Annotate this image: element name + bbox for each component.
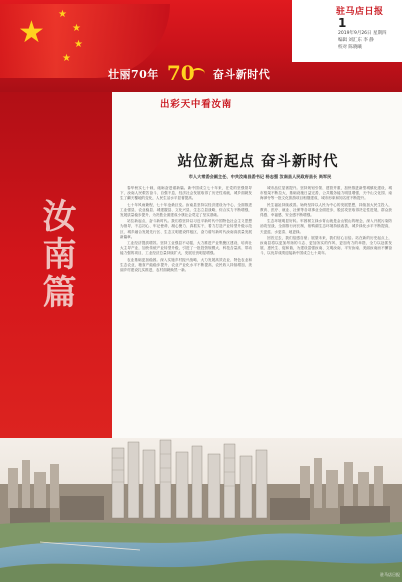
slogan-right: 奋斗新时代 (212, 68, 271, 81)
body-column-left (120, 186, 252, 438)
small-star-icon: ★ (74, 39, 83, 50)
slogan-bar (108, 61, 378, 85)
city-skyline-illustration (0, 438, 402, 582)
small-star-icon: ★ (58, 9, 67, 20)
body-paragraph: 七十年风雨兼程，七十年沧桑巨变。汝南县坚持以经济建设为中心，全面推进工业强县、农业稳县、城建靓县、文化兴县、生态立县战略，综合实力不断增强，发展质量稳步提升，为决胜全面建成小康社会奠定了坚实基础。 (120, 202, 252, 218)
body-column-right (260, 186, 392, 438)
masthead-panel (292, 0, 402, 62)
article-byline: 市人大常委会副主任、中共汝南县委书记 杨志强 汝南县人民政府县长 尚军民 (188, 174, 332, 179)
emblem-number: 70 (166, 61, 195, 85)
small-star-icon: ★ (62, 53, 71, 64)
masthead-logo: 驻马店日报 (336, 7, 384, 17)
article-headline: 站位新起点 奋斗新时代 (177, 153, 339, 170)
article-body (120, 186, 392, 438)
body-paragraph: 民生福祉持续改善。始终坚持以人民为中心的发展思想，持续加大民生投入，教育、医疗、就业、社保等各项事业全面进步，脱贫攻坚取得决定性进展，群众获得感、幸福感、安全感不断增强。 (260, 202, 392, 218)
page-number: 1 (338, 16, 347, 30)
city-aerial-photo (0, 438, 402, 582)
vertical-section-title: 汝南篇 (36, 198, 76, 312)
column-title: 出彩天中看汝南 (160, 99, 233, 110)
body-paragraph: 站位新起点，奋斗新时代。我们将坚持以习近平新时代中国特色社会主义思想为指导，不忘初心、牢记使命，凝心聚力、真抓实干，着力打造产业转型升级示范区、城乡融合发展先行区、生态文明建设样板区，奋力谱写新时代汝南高质量发展新篇章。 (120, 219, 252, 239)
large-star-icon: ★ (18, 15, 45, 50)
issue-date: 2019年9月26日 星期四 (338, 31, 387, 36)
body-paragraph: 春华秋实七十载，砥砺奋进谱新篇。新中国成立七十年来，在党的坚强领导下，汝南人民艰苦奋斗、自强不息，经济社会发展取得了历史性成就，城乡面貌发生了翻天覆地的变化，人民生活水平显著提高。 (120, 186, 252, 201)
body-paragraph: 回首过去，我们倍感自豪；展望未来，我们信心百倍。站在新的历史起点上，汝南县将以更加昂扬的斗志、更加务实的作风、更加有力的举措，全力以赴抓发展、惠民生、促和谐，为建设富强汝南、文明汝南、平安汝南、美丽汝南而不懈奋斗，以优异成绩迎接新中国成立七十周年。 (260, 235, 392, 256)
body-paragraph: 生态环境明显好转。牢固树立绿水青山就是金山银山的理念，深入开展污染防治攻坚战，全面推行河长制，宿鸭湖生态环境持续改善，城乡绿化水平不断提高，天更蓝、水更清、地更绿。 (260, 219, 392, 234)
body-paragraph: 农业基础更加稳固。深入实施乡村振兴战略，大力发展高效农业、特色农业和生态农业，粮食产能稳步提升，农业产业化水平不断提高，农民收入持续增加，美丽乡村建设扎实推进，农村面貌焕然一新。 (120, 257, 252, 273)
issue-proofreader: 校对 陈晓曦 (338, 45, 362, 50)
emblem-ribbon-icon (191, 68, 205, 80)
anniversary-emblem (165, 61, 209, 85)
body-paragraph: 城市品位显著提升。坚持规划引领、建管并重，加快推进新型城镇化建设，城市框架不断拉大，基础设施日益完善，公共服务能力明显增强，天中山文化园、南海禅寺等一批文化旅游项目相继建成，城市形象和知名度不断提升。 (260, 186, 392, 201)
top-banner (0, 0, 402, 92)
photo-watermark: 驻马店日报 (380, 572, 400, 577)
slogan-left: 壮丽70年 (108, 68, 159, 81)
issue-editor: 编辑 刘汇东 李 静 (338, 38, 374, 43)
small-star-icon: ★ (72, 23, 81, 34)
body-paragraph: 工业经济提质增效。坚持工业强县不动摇，大力推进产业集聚区建设，培育壮大主导产业，加快传统产业转型升级，引进了一批投资规模大、科技含量高、带动能力强的项目，工业经济总量持续扩大，发展后劲明显增强。 (120, 241, 252, 256)
